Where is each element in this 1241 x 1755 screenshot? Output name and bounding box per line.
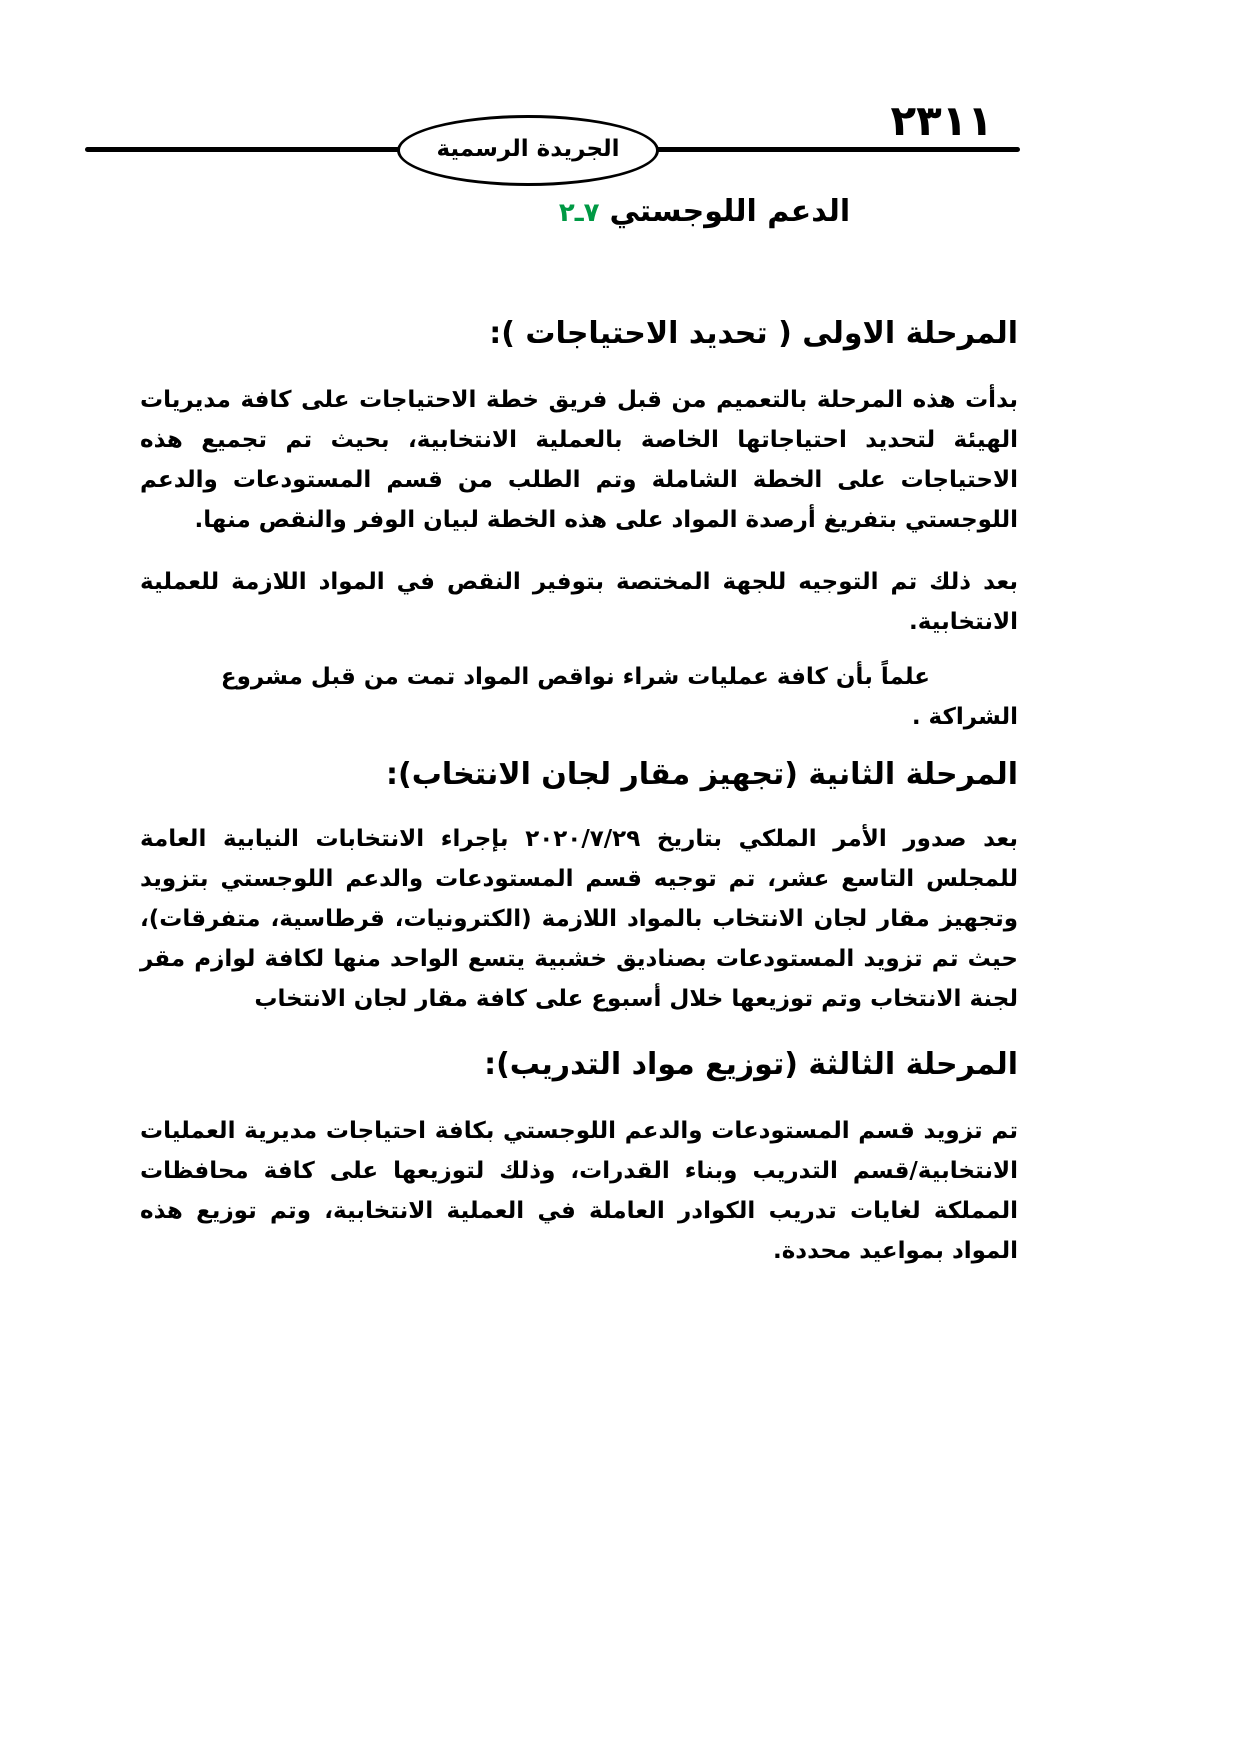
page-number: ٢٣١١ — [890, 96, 993, 145]
section-name: الدعم اللوجستي — [609, 194, 851, 229]
stage-1-paragraph-3: علماً بأن كافة عمليات شراء نواقص المواد تمت من قبل مشروع الشراكة . — [220, 664, 1018, 730]
stage-1-paragraph-1: بدأت هذه المرحلة بالتعميم من قبل فريق خطة الاحتياجات على كافة مديريات الهيئة لتحديد احتياجاتها الخاصة بالعملية الانتخابية، بحيث تم تجميع هذه الاحتياجات على الخطة الشاملة وتم الطلب من قسم المستودعات والدعم اللوجستي بتفريغ أرصدة المواد على هذه الخطة لبيان الوفر والنقص منها. — [140, 387, 1018, 533]
gazette-badge — [397, 115, 659, 186]
section-number: ٢ـ٧ — [558, 198, 600, 228]
stage-1-paragraph-2: بعد ذلك تم التوجيه للجهة المختصة بتوفير النقص في المواد اللازمة للعملية الانتخابية. — [140, 569, 1018, 635]
section-title-inner — [559, 194, 850, 229]
gazette-badge-label: الجريدة الرسمية — [436, 135, 620, 162]
stage-3-heading: المرحلة الثالثة (توزيع مواد التدريب): — [484, 1047, 1018, 1082]
stage-2-heading: المرحلة الثانية (تجهيز مقار لجان الانتخاب): — [385, 757, 1018, 792]
stage-3-paragraph-1: تم تزويد قسم المستودعات والدعم اللوجستي بكافة احتياجات مديرية العمليات الانتخابية/قسم التدريب وبناء القدرات، وذلك لتوزيعها على كافة محافظات المملكة لغايات تدريب الكوادر العاملة في العملية الانتخابية، وتم توزيع هذه المواد بمواعيد محددة. — [140, 1118, 1018, 1264]
stage-2-paragraph-1: بعد صدور الأمر الملكي بتاريخ ٢٠٢٠/٧/٢٩ بإجراء الانتخابات النيابية العامة للمجلس التاسع عشر، تم توجيه قسم المستودعات والدعم اللوجستي بتزويد وتجهيز مقار لجان الانتخاب بالمواد اللازمة (الكترونيات، قرطاسية، متفرقات)، حيث تم تزويد المستودعات بصناديق خشبية يتسع الواحد منها لكافة لوازم مقر لجنة الانتخاب وتم توزيعها خلال أسبوع على كافة مقار لجان الانتخاب — [140, 826, 1018, 1012]
section-title — [0, 194, 1241, 229]
stage-1-heading: المرحلة الاولى ( تحديد الاحتياجات ): — [489, 316, 1018, 351]
document-content — [140, 302, 1018, 1271]
